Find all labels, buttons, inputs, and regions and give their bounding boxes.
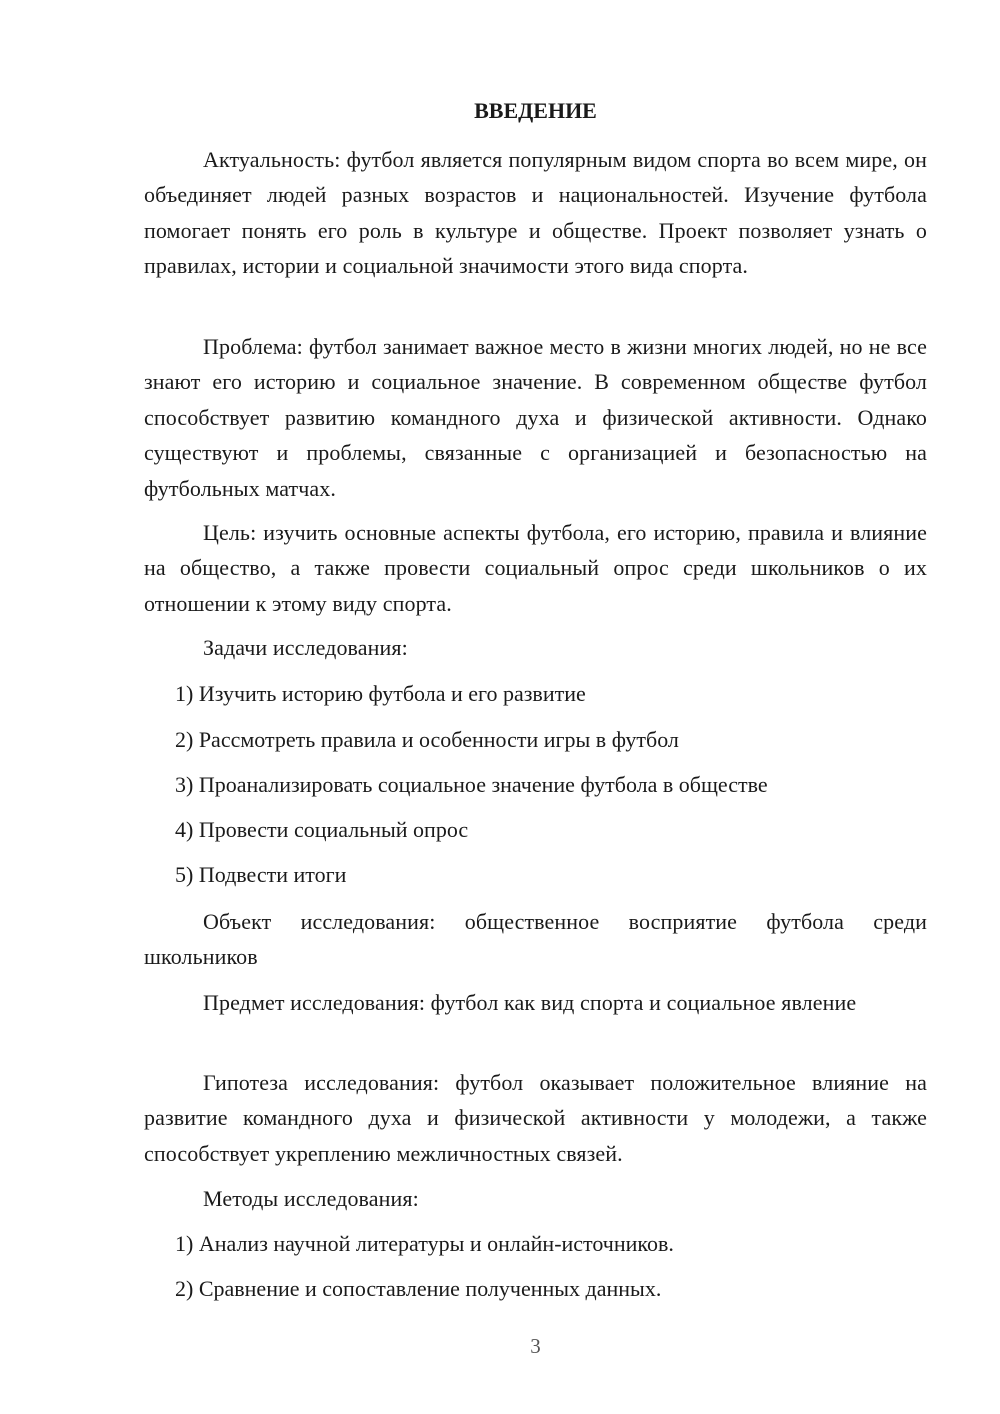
task-item-5: 5) Подвести итоги bbox=[175, 862, 347, 887]
method-item-1: 1) Анализ научной литературы и онлайн-источников. bbox=[175, 1231, 674, 1256]
task-item-1: 1) Изучить историю футбола и его развитие bbox=[175, 681, 586, 706]
document-page bbox=[144, 0, 927, 1414]
paragraph-hypothesis: Гипотеза исследования: футбол оказывает положительное влияние на развитие командного духа и физической активности у молодежи, а также способствует укреплению межличностных связей. bbox=[144, 1070, 927, 1166]
paragraph-problem: Проблема: футбол занимает важное место в жизни многих людей, но не все знают его историю и социальное значение. В современном обществе футбол способствует развитию командного духа и физической активности. Однако существуют и проблемы, связанные с организацией и безопасностью на футбольных матчах. bbox=[144, 334, 927, 501]
page-number: 3 bbox=[530, 1334, 541, 1358]
methods-heading: Методы исследования: bbox=[203, 1186, 419, 1211]
method-item-2: 2) Сравнение и сопоставление полученных данных. bbox=[175, 1276, 662, 1301]
paragraph-goal: Цель: изучить основные аспекты футбола, его историю, правила и влияние на общество, а также провести социальный опрос среди школьников о их отношении к этому виду спорта. bbox=[144, 520, 927, 616]
paragraph-subject: Предмет исследования: футбол как вид спорта и социальное явление bbox=[203, 990, 857, 1015]
paragraph-object: Объект исследования: общественное восприятие футбола среди школьников bbox=[144, 909, 927, 970]
task-item-4: 4) Провести социальный опрос bbox=[175, 817, 469, 842]
paragraph-relevance: Актуальность: футбол является популярным видом спорта во всем мире, он объединяет людей разных возрастов и национальностей. Изучение футбола помогает понять его роль в культуре и обществе. Проект позволяет узнать о правилах, истории и социальной значимости этого вида спорта. bbox=[144, 147, 927, 279]
tasks-heading: Задачи исследования: bbox=[203, 635, 408, 660]
task-item-2: 2) Рассмотреть правила и особенности игры в футбол bbox=[175, 727, 679, 752]
task-item-3: 3) Проанализировать социальное значение футбола в обществе bbox=[175, 772, 768, 797]
section-title: ВВЕДЕНИЕ bbox=[474, 98, 597, 123]
